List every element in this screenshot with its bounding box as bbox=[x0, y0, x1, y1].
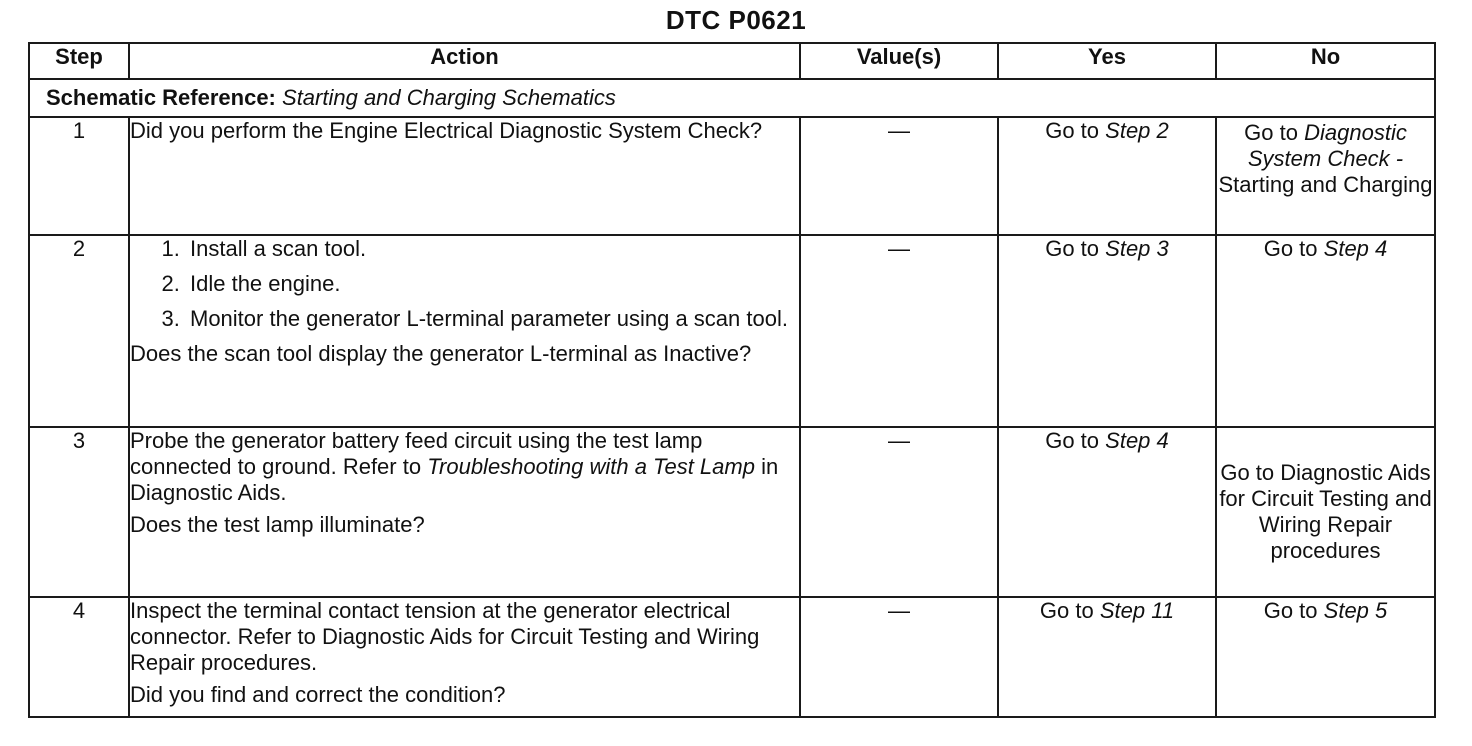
column-header-yes: Yes bbox=[998, 43, 1216, 79]
no-cell bbox=[1216, 597, 1435, 717]
column-header-step: Step bbox=[29, 43, 129, 79]
no-prefix: Go to bbox=[1263, 598, 1318, 623]
yes-cell bbox=[998, 427, 1216, 597]
no-cell bbox=[1216, 427, 1435, 597]
table-row bbox=[29, 235, 1435, 427]
action-text-pre: Probe the generator battery feed circuit using the test lamp connected to ground. Refer to bbox=[130, 428, 703, 479]
column-header-action: Action bbox=[129, 43, 800, 79]
table-row bbox=[29, 427, 1435, 597]
list-item: 1. Install a scan tool. bbox=[186, 236, 799, 262]
schematic-reference-label: Schematic Reference: bbox=[46, 85, 276, 110]
value-cell: — bbox=[800, 117, 998, 235]
column-header-no: No bbox=[1216, 43, 1435, 79]
yes-step-link[interactable]: Step 11 bbox=[1099, 598, 1175, 623]
value-cell: — bbox=[800, 235, 998, 427]
step-number: 4 bbox=[29, 597, 129, 717]
action-text: Did you perform the Engine Electrical Diagnostic System Check? bbox=[130, 118, 763, 143]
schematic-reference-link[interactable]: Starting and Charging Schematics bbox=[282, 85, 616, 110]
action-cell bbox=[129, 117, 800, 235]
table-row bbox=[29, 117, 1435, 235]
action-cell bbox=[129, 235, 800, 427]
action-text bbox=[130, 428, 799, 506]
diagnostic-table bbox=[28, 42, 1436, 718]
action-text-post: in Diagnostic Aids. bbox=[130, 454, 779, 505]
step-number: 1 bbox=[29, 117, 129, 235]
yes-prefix: Go to bbox=[1045, 236, 1100, 261]
action-reference-link[interactable]: Troubleshooting with a Test Lamp bbox=[427, 454, 755, 479]
yes-prefix: Go to bbox=[1045, 118, 1100, 143]
no-prefix: Go to bbox=[1244, 120, 1298, 145]
value-cell: — bbox=[800, 597, 998, 717]
no-cell bbox=[1216, 117, 1435, 235]
no-text: Go to Diagnostic Aids for Circuit Testing and Wiring Repair procedures bbox=[1219, 460, 1432, 563]
schematic-reference bbox=[29, 79, 1435, 117]
step-number: 2 bbox=[29, 235, 129, 427]
yes-prefix: Go to bbox=[1039, 598, 1094, 623]
no-step-link[interactable]: Step 5 bbox=[1323, 598, 1388, 623]
yes-cell bbox=[998, 117, 1216, 235]
action-question: Does the scan tool display the generator L-terminal as Inactive? bbox=[130, 341, 752, 366]
yes-cell bbox=[998, 597, 1216, 717]
yes-prefix: Go to bbox=[1045, 428, 1100, 453]
step-number: 3 bbox=[29, 427, 129, 597]
list-item: 3. Monitor the generator L-terminal parameter using a scan tool. bbox=[186, 306, 799, 332]
no-cell bbox=[1216, 235, 1435, 427]
yes-step-link[interactable]: Step 4 bbox=[1105, 428, 1169, 453]
page-title: DTC P0621 bbox=[665, 5, 807, 35]
yes-step-link[interactable]: Step 2 bbox=[1105, 118, 1169, 143]
schematic-reference-row bbox=[29, 79, 1435, 117]
no-prefix: Go to bbox=[1263, 236, 1318, 261]
no-step-link[interactable]: Step 4 bbox=[1323, 236, 1388, 261]
action-steps-list bbox=[130, 236, 799, 332]
no-diagnostic-link[interactable]: Diagnostic System Check - bbox=[1247, 120, 1407, 171]
action-cell bbox=[129, 427, 800, 597]
action-question: Did you find and correct the condition? bbox=[130, 682, 506, 707]
column-header-values: Value(s) bbox=[800, 43, 998, 79]
action-cell bbox=[129, 597, 800, 717]
table-row bbox=[29, 597, 1435, 717]
action-question: Does the test lamp illuminate? bbox=[130, 512, 425, 537]
yes-cell bbox=[998, 235, 1216, 427]
value-cell: — bbox=[800, 427, 998, 597]
list-item: 2. Idle the engine. bbox=[186, 271, 799, 297]
yes-step-link[interactable]: Step 3 bbox=[1105, 236, 1169, 261]
header-row bbox=[29, 43, 1435, 79]
no-suffix: Starting and Charging bbox=[1218, 172, 1433, 197]
action-text: Inspect the terminal contact tension at the generator electrical connector. Refer to Diagnostic Aids for Circuit Testing and Wiring Repair procedures. bbox=[130, 598, 760, 675]
